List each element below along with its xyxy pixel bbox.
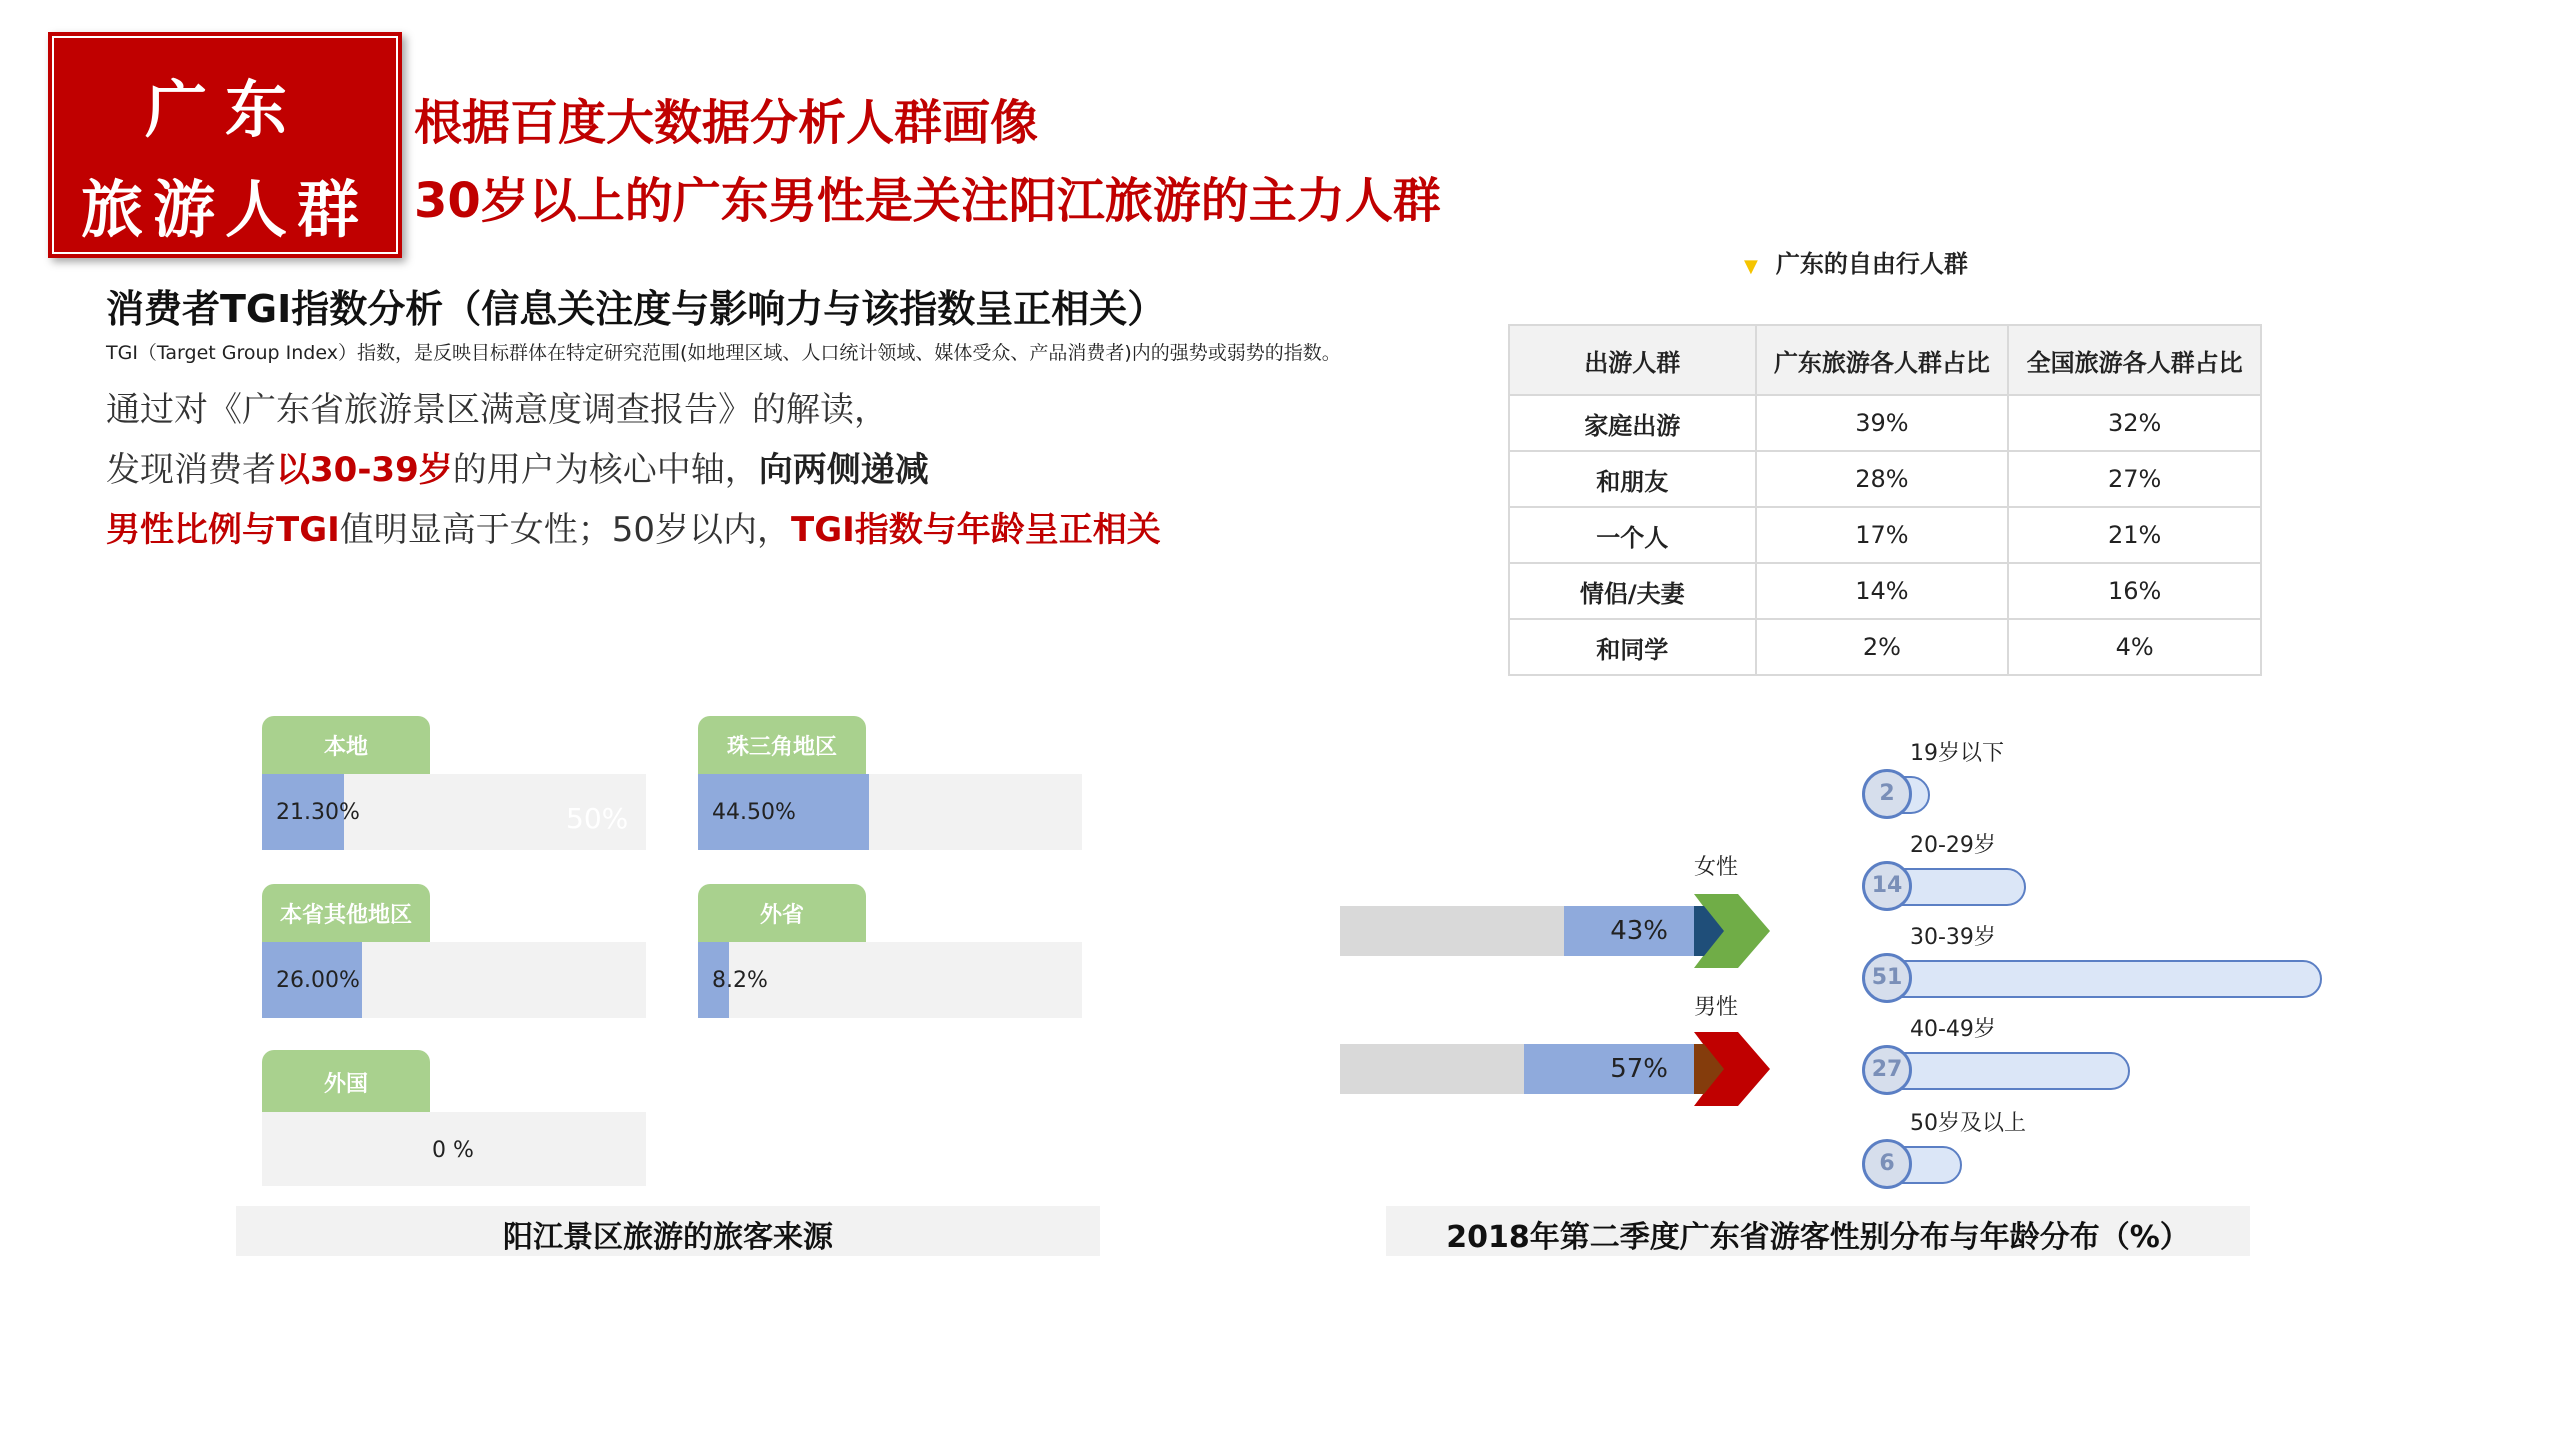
age-label: 50岁及以上 — [1910, 1111, 2026, 1136]
age-label: 20-29岁 — [1910, 833, 1996, 858]
bar-watermark: 50% — [566, 802, 629, 835]
intro-line-3 — [106, 502, 1161, 551]
intro-line-3c: TGI指数与年龄呈正相关 — [791, 510, 1161, 550]
intro-line-2d: 向两侧递减 — [758, 450, 929, 490]
age-value: 14 — [1862, 861, 1912, 911]
age-label: 30-39岁 — [1910, 925, 1996, 950]
headline-1: 根据百度大数据分析人群画像 — [414, 95, 1039, 151]
table-cell: 家庭出游 — [1509, 395, 1756, 451]
intro-line-3b: 值明显高于女性；50岁以内， — [339, 510, 792, 550]
title-box-line1: 广东 — [144, 73, 305, 146]
table-cell: 32% — [2008, 395, 2261, 451]
table-cell: 39% — [1756, 395, 2009, 451]
age-label: 19岁以下 — [1910, 741, 2004, 766]
table-legend-label: 广东的自由行人群 — [1775, 250, 1968, 278]
table-row — [1509, 507, 2261, 563]
source-caption: 阳江景区旅游的旅客来源 — [236, 1206, 1100, 1256]
age-value: 6 — [1862, 1139, 1912, 1189]
title-box — [48, 32, 402, 258]
table-cell: 17% — [1756, 507, 2009, 563]
age-value: 51 — [1862, 953, 1912, 1003]
table-header-row — [1509, 325, 2261, 395]
source-bar-foreign — [262, 1112, 646, 1186]
table-header-cell: 出游人群 — [1509, 325, 1756, 395]
age-bar — [1870, 960, 2322, 998]
source-tab-prd: 珠三角地区 — [698, 716, 866, 774]
tgi-definition: TGI（Target Group Index）指数，是反映目标群体在特定研究范围(如地理区域、人口统计领域、媒体受众、产品消费者)内的强势或弱势的指数。 — [106, 342, 1341, 364]
headline-2: 30岁以上的广东男性是关注阳江旅游的主力人群 — [414, 173, 1441, 229]
source-value: 21.30% — [276, 800, 360, 825]
table-header-cell: 广东旅游各人群占比 — [1756, 325, 2009, 395]
table-header-cell: 全国旅游各人群占比 — [2008, 325, 2261, 395]
tgi-subtitle: 消费者TGI指数分析（信息关注度与影响力与该指数呈正相关） — [106, 287, 1166, 331]
source-value: 0 % — [432, 1138, 474, 1163]
table-cell: 一个人 — [1509, 507, 1756, 563]
gender-label-female: 女性 — [1694, 855, 1739, 880]
gender-value: 43% — [1610, 916, 1668, 946]
source-bar-local — [262, 774, 646, 850]
table-row — [1509, 395, 2261, 451]
source-bar-prd — [698, 774, 1082, 850]
table-row — [1509, 563, 2261, 619]
arrow-right-icon — [1694, 1032, 1770, 1106]
table-cell: 和朋友 — [1509, 451, 1756, 507]
table-cell: 4% — [2008, 619, 2261, 675]
table-cell: 情侣/夫妻 — [1509, 563, 1756, 619]
source-tab-foreign: 外国 — [262, 1050, 430, 1112]
gender-track-male — [1340, 1044, 1696, 1094]
table-cell: 2% — [1756, 619, 2009, 675]
age-value: 2 — [1862, 769, 1912, 819]
table-cell: 27% — [2008, 451, 2261, 507]
gender-age-caption: 2018年第二季度广东省游客性别分布与年龄分布（%） — [1386, 1206, 2250, 1256]
table-row — [1509, 619, 2261, 675]
table-cell: 14% — [1756, 563, 2009, 619]
table-legend — [1744, 244, 1968, 279]
source-bar-out-of-province — [698, 942, 1082, 1018]
source-tab-out-of-province: 外省 — [698, 884, 866, 942]
age-value: 27 — [1862, 1045, 1912, 1095]
intro-line-2a: 发现消费者 — [106, 450, 276, 490]
intro-line-3a: 男性比例与TGI — [106, 510, 340, 550]
source-value: 26.00% — [276, 968, 360, 993]
gender-value: 57% — [1610, 1054, 1668, 1084]
travel-group-table — [1508, 324, 2262, 676]
gender-label-male: 男性 — [1694, 995, 1739, 1020]
table-cell: 28% — [1756, 451, 2009, 507]
intro-line-2 — [106, 442, 929, 491]
gender-track-female — [1340, 906, 1696, 956]
table-cell: 21% — [2008, 507, 2261, 563]
table-cell: 16% — [2008, 563, 2261, 619]
table-cell: 和同学 — [1509, 619, 1756, 675]
table-row — [1509, 451, 2261, 507]
source-value: 44.50% — [712, 800, 796, 825]
arrow-right-icon — [1694, 894, 1770, 968]
title-box-line2: 旅游人群 — [80, 173, 369, 246]
age-label: 40-49岁 — [1910, 1017, 1996, 1042]
intro-line-2c: 的用户为核心中轴， — [452, 450, 759, 490]
source-tab-local: 本地 — [262, 716, 430, 774]
intro-line-2b: 以30-39岁 — [276, 450, 453, 490]
source-value: 8.2% — [712, 968, 768, 993]
intro-line-1: 通过对《广东省旅游景区满意度调查报告》的解读， — [106, 390, 888, 430]
source-tab-other-province-areas: 本省其他地区 — [262, 884, 430, 942]
triangle-down-icon: ▼ — [1744, 256, 1758, 277]
source-bar-other-province-areas — [262, 942, 646, 1018]
